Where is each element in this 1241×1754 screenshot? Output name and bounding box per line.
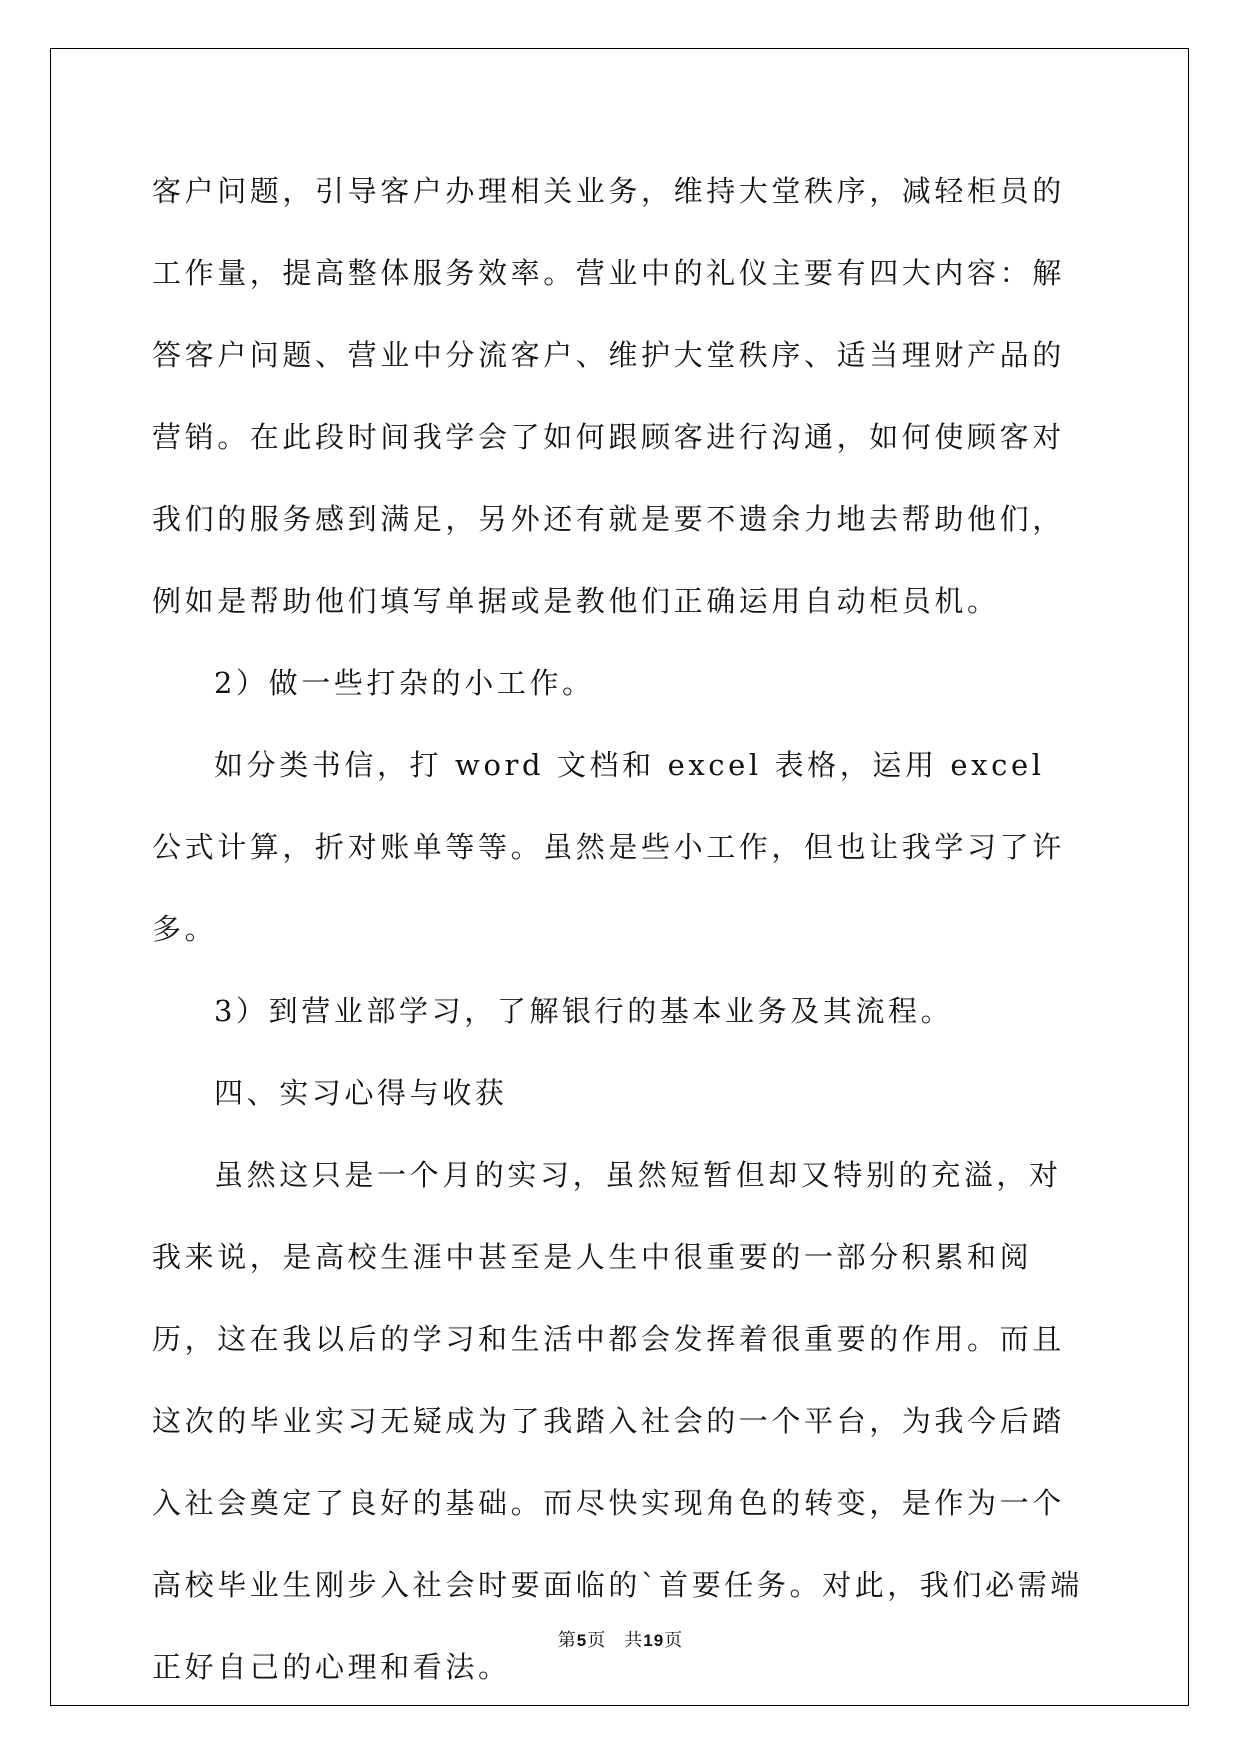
total-suffix: 页 <box>664 1630 684 1651</box>
total-prefix: 共 <box>624 1630 644 1651</box>
section-heading-insights: 四、实习心得与收获 <box>214 1076 508 1110</box>
page-prefix: 第 <box>557 1630 577 1651</box>
paragraph-insights: 虽然这只是一个月的实习，虽然短暂但却又特别的充溢，对我来说，是高校生涯中甚至是人生中很重要的一部分积累和阅历，这在我以后的学习和生活中都会发挥着很重要的作用。而且这次的毕业实习无疑成为了我踏入社会的一个平台，为我今后踏入社会奠定了良好的基础。而尽快实现角色的转变，是作为一个高校毕业生刚步入社会时要面临的`首要任务。对此，我们必需端正好自己的心理和看法。 <box>152 1158 1083 1684</box>
page-footer <box>0 1626 1241 1652</box>
paragraph-business-department: 3）到营业部学习，了解银行的基本业务及其流程。 <box>214 994 954 1028</box>
paragraph-odd-jobs-heading: 2）做一些打杂的小工作。 <box>214 666 595 700</box>
document-body <box>152 150 1088 1708</box>
page-suffix: 页 <box>587 1630 607 1651</box>
total-pages-number: 19 <box>643 1631 665 1650</box>
paragraph-customer-service: 客户问题，引导客户办理相关业务，维持大堂秩序，减轻柜员的工作量，提高整体服务效率。营业中的礼仪主要有四大内容：解答客户问题、营业中分流客户、维护大堂秩序、适当理财产品的营销。在此段时间我学会了如何跟顾客进行沟通，如何使顾客对我们的服务感到满足，另外还有就是要不遗余力地去帮助他们，例如是帮助他们填写单据或是教他们正确运用自动柜员机。 <box>152 174 1065 618</box>
current-page-number: 5 <box>576 1631 588 1650</box>
paragraph-odd-jobs-detail: 如分类书信，打 word 文档和 excel 表格，运用 excel 公式计算，折对账单等等。虽然是些小工作，但也让我学习了许多。 <box>152 748 1065 946</box>
